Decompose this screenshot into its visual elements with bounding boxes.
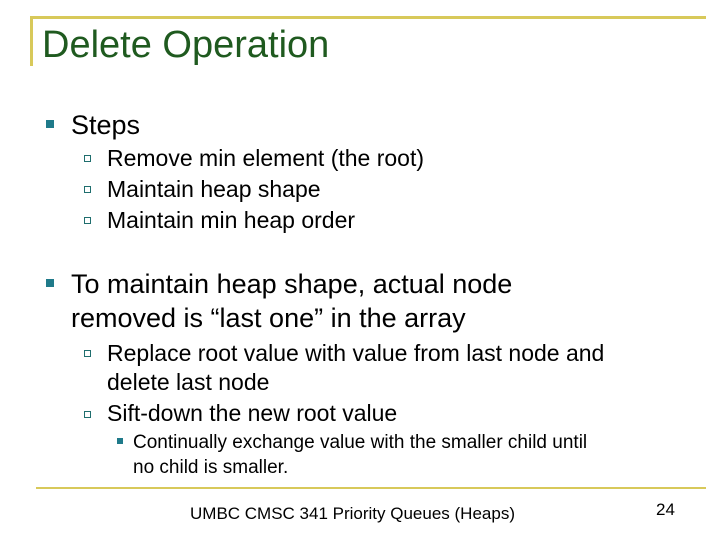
list-item: Remove min element (the root) (107, 145, 425, 171)
list-item: Maintain min heap order (107, 207, 356, 233)
slide-title: Delete Operation (42, 24, 330, 66)
list-item-line: Sift-down the new root value (107, 400, 398, 426)
bullet-hollow-square-icon (84, 155, 91, 162)
sub-item-line: Continually exchange value with the smaller child until (133, 432, 588, 453)
bullet-small-square-icon (117, 438, 123, 444)
section-heading-line: To maintain heap shape, actual node (71, 269, 513, 299)
bullet-hollow-square-icon (84, 411, 91, 418)
bullet-hollow-square-icon (84, 217, 91, 224)
bullet-square-icon (46, 279, 54, 287)
sub-item-line: no child is smaller. (133, 457, 289, 478)
bullet-hollow-square-icon (84, 186, 91, 193)
footer-text: UMBC CMSC 341 Priority Queues (Heaps) (190, 504, 515, 523)
top-rule (30, 16, 706, 19)
list-item-line: Replace root value with value from last node and (107, 340, 605, 366)
list-item: Maintain heap shape (107, 176, 321, 202)
page-number: 24 (656, 500, 675, 519)
section-heading-line: removed is “last one” in the array (71, 303, 466, 333)
section-heading-steps: Steps (71, 110, 141, 140)
title-left-rule (30, 16, 33, 66)
footer-rule (36, 487, 706, 489)
list-item-line: delete last node (107, 369, 270, 395)
bullet-square-icon (46, 120, 54, 128)
bullet-hollow-square-icon (84, 350, 91, 357)
